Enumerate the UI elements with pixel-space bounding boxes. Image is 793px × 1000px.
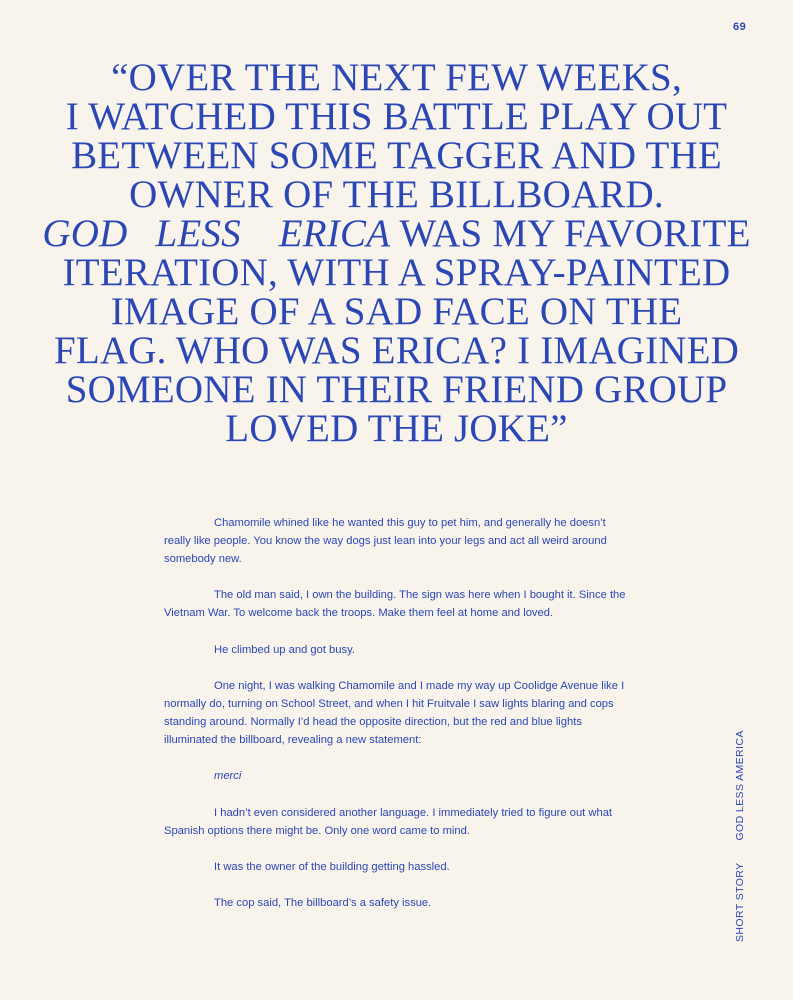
section-label-category: SHORT STORY: [734, 862, 746, 942]
pull-quote-line-rest: WAS MY FAVORITE: [390, 212, 751, 255]
page-number: 69: [733, 21, 747, 33]
paragraph: I hadn’t even considered another language. I immediately tried to figure out what Spanish options there might be. Only one word came to mind.: [164, 806, 613, 837]
pull-quote-line: IMAGE OF A SAD FACE ON THE: [110, 290, 683, 333]
pull-quote-italic-erica: ERICA: [278, 212, 391, 255]
pull-quote-line: FLAG. WHO WAS ERICA? I IMAGINED: [53, 329, 740, 372]
section-label: [734, 730, 746, 942]
pull-quote-line: OWNER OF THE BILLBOARD.: [129, 173, 664, 216]
pull-quote-line: SOMEONE IN THEIR FRIEND GROUP: [65, 368, 728, 411]
story-body: [164, 514, 634, 930]
paragraph: It was the owner of the building getting hassled.: [214, 860, 450, 873]
pull-quote: [30, 58, 763, 448]
pull-quote-line-mixed: [30, 214, 763, 253]
pull-quote-line: LOVED THE JOKE”: [225, 407, 568, 450]
paragraph: The cop said, The billboard’s a safety issue.: [214, 896, 432, 909]
paragraph: He climbed up and got busy.: [214, 643, 355, 656]
pull-quote-line: I WATCHED THIS BATTLE PLAY OUT: [65, 95, 728, 138]
section-label-title: GOD LESS AMERICA: [734, 730, 746, 841]
pull-quote-line: “OVER THE NEXT FEW WEEKS,: [111, 56, 682, 99]
pull-quote-italic-god: GOD: [42, 212, 128, 255]
pull-quote-line: ITERATION, WITH A SPRAY-PAINTED: [62, 251, 731, 294]
paragraph: The old man said, I own the building. The sign was here when I bought it. Since the Vietnam War. To welcome back the troops. Make them feel at home and loved.: [164, 589, 626, 620]
pull-quote-line: BETWEEN SOME TAGGER AND THE: [71, 134, 722, 177]
paragraph-billboard-word: merci: [214, 770, 242, 783]
pull-quote-italic-less: LESS: [155, 212, 241, 255]
paragraph: Chamomile whined like he wanted this guy to pet him, and generally he doesn’t really like people. You know the way dogs just lean into your legs and act all weird around somebody new.: [164, 517, 607, 566]
paragraph: One night, I was walking Chamomile and I made my way up Coolidge Avenue like I normally do, turning on School Street, and when I hit Fruitvale I saw lights blaring and cops standing around. Normally I’d head the opposite direction, but the red and blue lights illuminated the billboard, revealing a new statement:: [164, 679, 625, 747]
